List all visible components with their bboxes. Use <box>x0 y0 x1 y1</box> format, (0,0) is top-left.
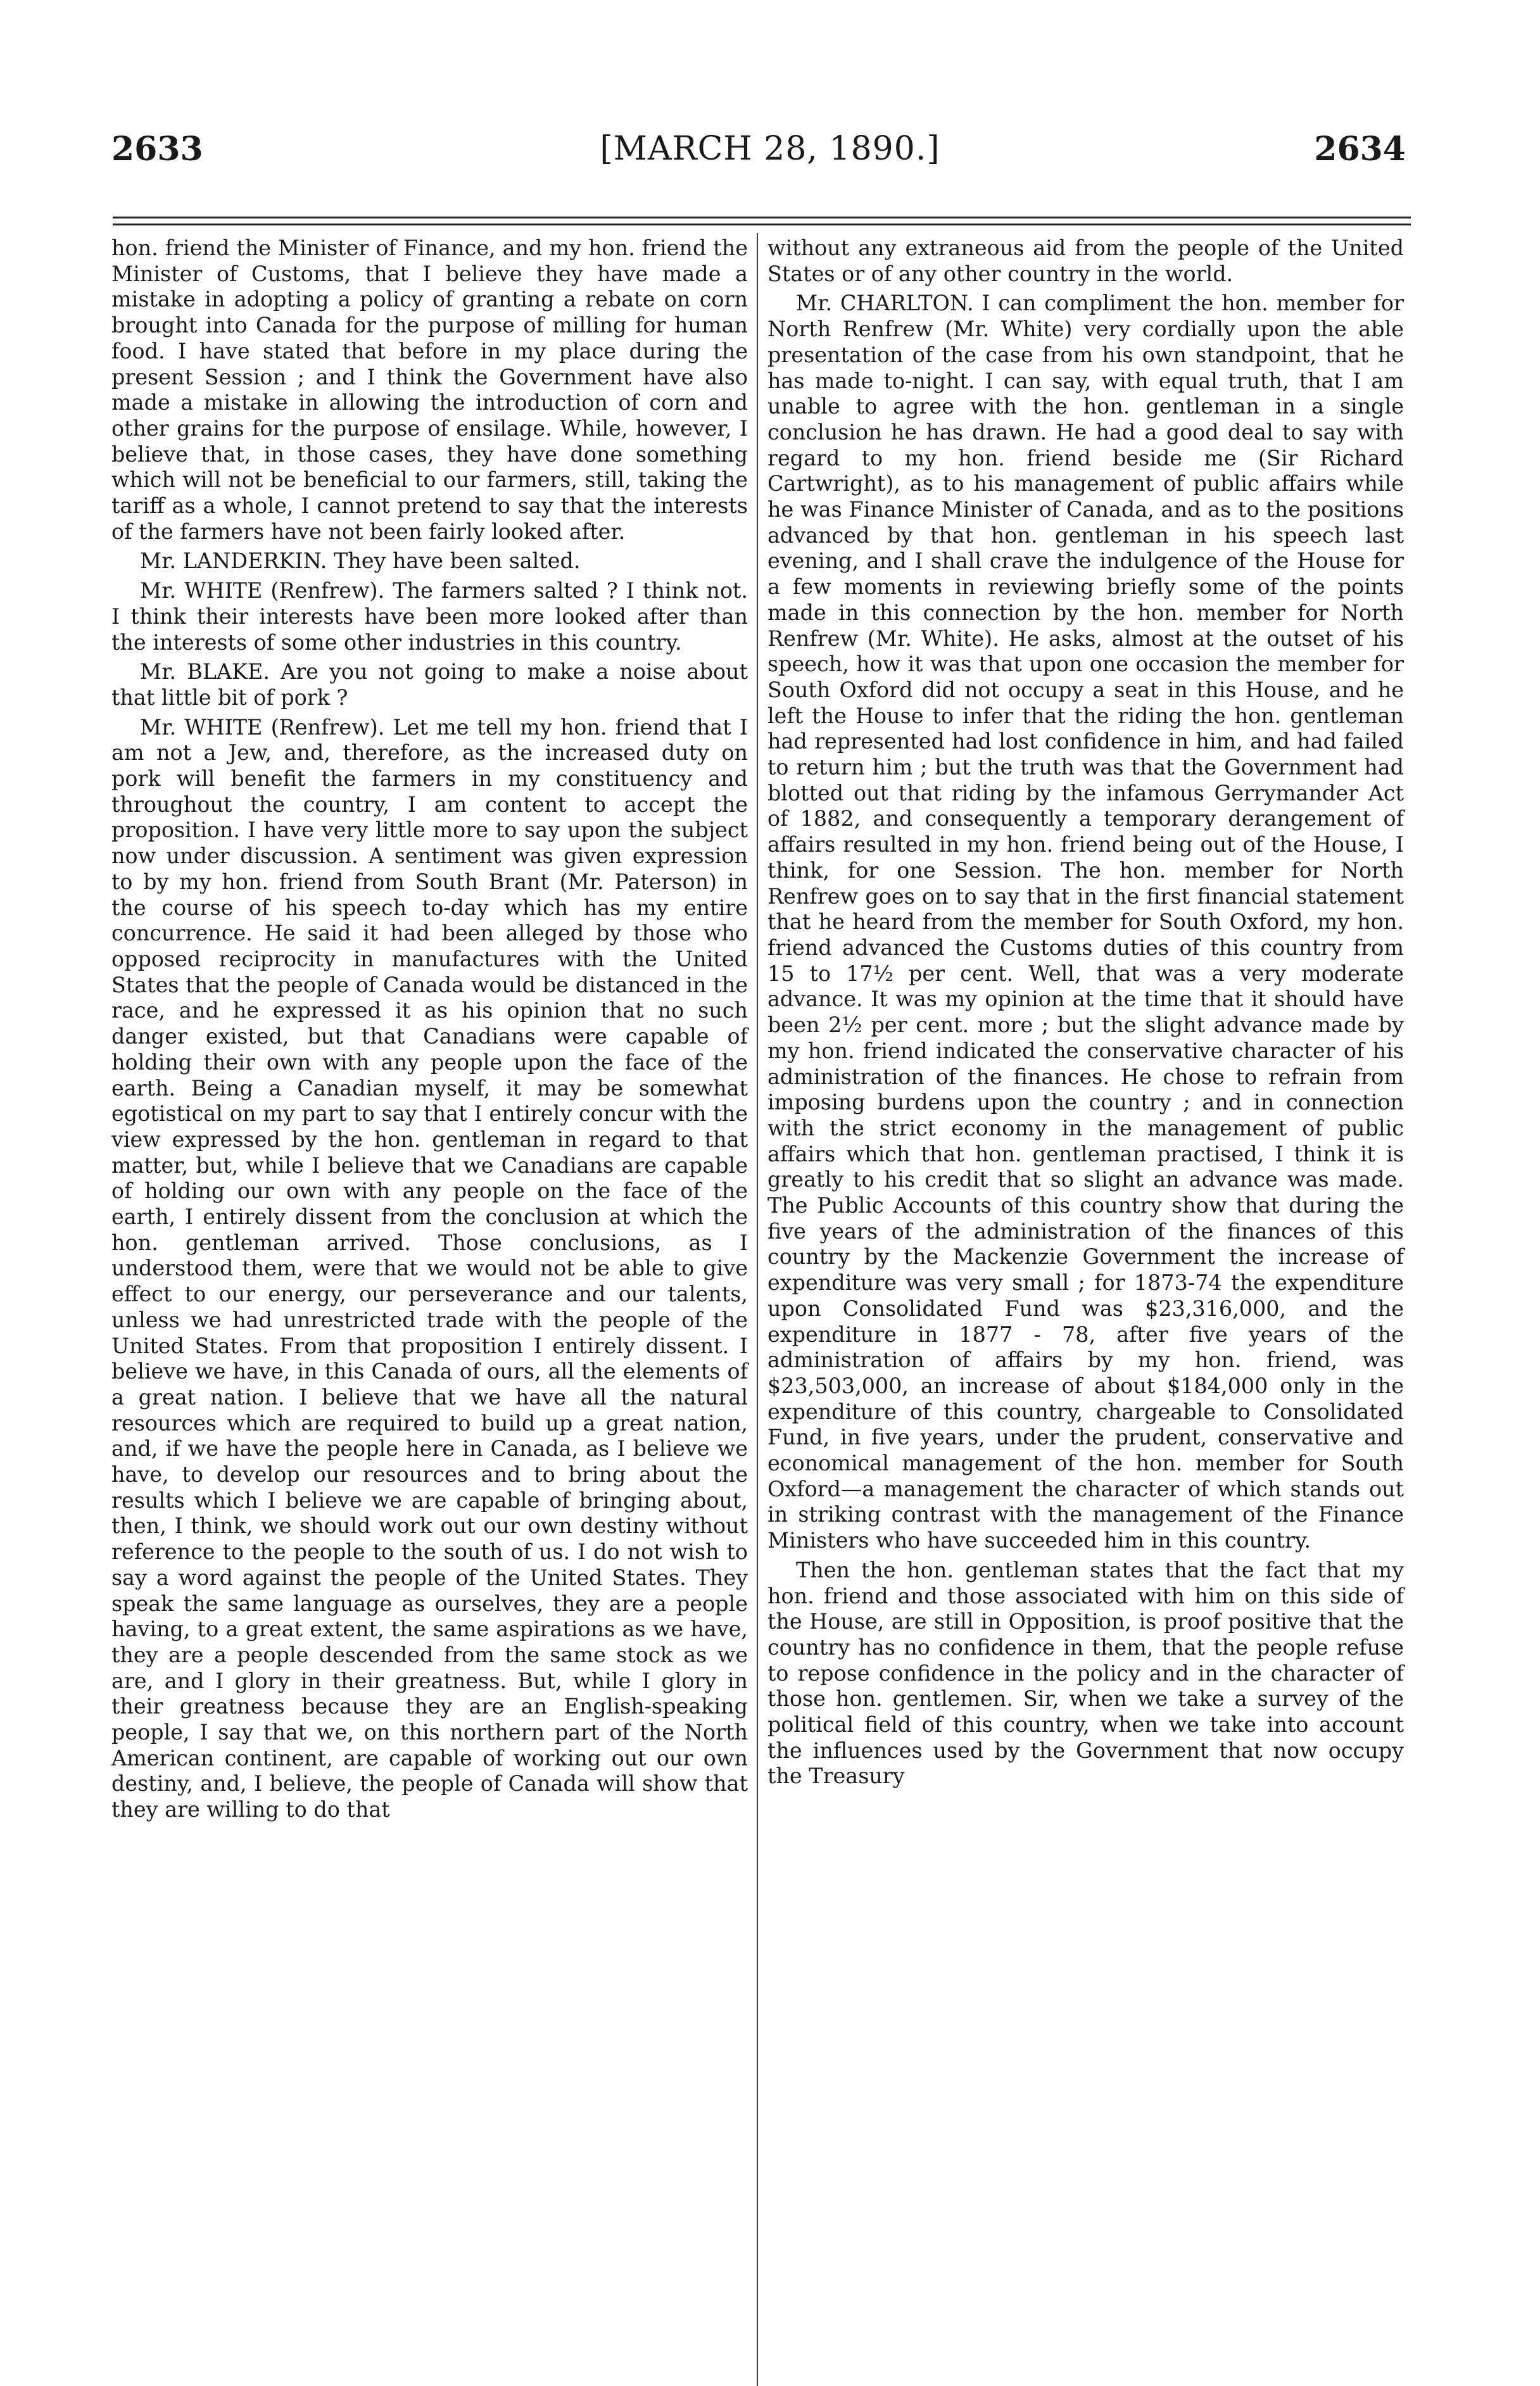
page-number-right: 2634 <box>1314 130 1406 168</box>
paragraph: Mr. BLAKE. Are you not going to make a noise about that little bit of pork ? <box>111 659 748 710</box>
left-column <box>111 236 748 1827</box>
paragraph: Mr. LANDERKIN. They have been salted. <box>140 548 581 574</box>
header-rule-top <box>113 217 1411 218</box>
column-divider <box>757 233 758 2386</box>
header-rule-bottom <box>113 224 1411 225</box>
issue-date: [MARCH 28, 1890.] <box>600 130 940 168</box>
paragraph: without any extraneous aid from the people of the United States or of any other country in the world. <box>767 236 1404 286</box>
paragraph: Mr. WHITE (Renfrew). Let me tell my hon. friend that I am not a Jew, and, therefore, as the increased duty on pork will benefit the farmers in my constituency and throughout the country, I am content to accept the proposition. I have very little more to say upon the subject now under discussion. A sentiment was given expression to by my hon. friend from South Brant (Mr. Paterson) in the course of his speech to-day which has my entire concurrence. He said it had been alleged by those who opposed reciprocity in manufactures with the United States that the people of Canada would be distanced in the race, and he expressed it as his opinion that no such danger existed, but that Canadians were capable of holding their own with any people upon the face of the earth. Being a Canadian myself, it may be somewhat egotistical on my part to say that I entirely concur with the view expressed by the hon. gentleman in regard to that matter, but, while I believe that we Canadians are capable of holding our own with any people on the face of the earth, I entirely dissent from the conclusion at which the hon. gentleman arrived. Those conclusions, as I understood them, were that we would not be able to give effect to our energy, our perseverance and our talents, unless we had unrestricted trade with the people of the United States. From that proposition I entirely dissent. I believe we have, in this Canada of ours, all the elements of a great nation. I believe that we have all the natural resources which are required to build up a great nation, and, if we have the people here in Canada, as I believe we have, to develop our resources and to bring about the results which I believe we are capable of bringing about, then, I think, we should work out our own destiny without reference to the people to the south of us. I do not wish to say a word against the people of the United States. They speak the same language as ourselves, they are a people having, to a great extent, the same aspirations as we have, they are a people descended from the same stock as we are, and I glory in their greatness. But, while I glory in their greatness because they are an English-speaking people, I say that we, on this northern part of the North American continent, are capable of working out our own destiny, and, I believe, the people of Canada will show that they are willing to do that <box>111 714 748 1822</box>
page-header <box>0 130 1540 187</box>
page-number-left: 2633 <box>111 130 203 168</box>
paragraph: hon. friend the Minister of Finance, and my hon. friend the Minister of Customs, that I believe they have made a mistake in adopting a policy of granting a rebate on corn brought into Canada for the purpose of milling for human food. I have stated that before in my place during the present Session ; and I think the Government have also made a mistake in allowing the introduction of corn and other grains for the purpose of ensilage. While, however, I believe that, in those cases, they have done something which will not be beneficial to our farmers, still, taking the tariff as a whole, I cannot pretend to say that the interests of the farmers have not been fairly looked after. <box>111 236 748 544</box>
paragraph: Then the hon. gentleman states that the fact that my hon. friend and those associated with him on this side of the House, are still in Opposition, is proof positive that the country has no confidence in them, that the people refuse to repose confidence in the policy and in the character of those hon. gentlemen. Sir, when we take a survey of the political field of this country, when we take into account the influences used by the Government that now occupy the Treasury <box>767 1557 1404 1789</box>
paragraph: Mr. CHARLTON. I can compliment the hon. member for North Renfrew (Mr. White) very cordially upon the able presentation of the case from his own standpoint, that he has made to-night. I can say, with equal truth, that I am unable to agree with the hon. gentleman in a single conclusion he has drawn. He had a good deal to say with regard to my hon. friend beside me (Sir Richard Cartwright), as to his management of public affairs while he was Finance Minister of Canada, and as to the positions advanced by that hon. gentleman in his speech last evening, and I shall crave the indulgence of the House for a few moments in reviewing briefly some of the points made in this connection by the hon. member for North Renfrew (Mr. White). He asks, almost at the outset of his speech, how it was that upon one occasion the member for South Oxford did not occupy a seat in this House, and he left the House to infer that the riding the hon. gentleman had represented had lost confidence in him, and had failed to return him ; but the truth was that the Government had blotted out that riding by the infamous Gerrymander Act of 1882, and consequently a temporary derangement of affairs resulted in my hon. friend being out of the House, I think, for one Session. The hon. member for North Renfrew goes on to say that in the first financial statement that he heard from the member for South Oxford, my hon. friend advanced the Customs duties of this country from 15 to 17½ per cent. Well, that was a very moderate advance. It was my opinion at the time that it should have been 2½ per cent. more ; but the slight advance made by my hon. friend indicated the conservative character of his administration of the finances. He chose to refrain from imposing burdens upon the country ; and in connection with the strict economy in the management of public affairs which that hon. gentleman practised, I think it is greatly to his credit that so slight an advance was made. The Public Accounts of this country show that during the five years of the administration of the finances of this country by the Mackenzie Government the increase of expenditure was very small ; for 1873-74 the expenditure upon Consolidated Fund was $23,316,000, and the expenditure in 1877 - 78, after five years of the administration of affairs by my hon. friend, was $23,503,000, an increase of about $184,000 only in the expenditure of this country, chargeable to Consolidated Fund, in five years, under the prudent, conservative and economical management of the hon. member for South Oxford—a management the character of which stands out in striking contrast with the management of the Finance Ministers who have succeeded him in this country. <box>767 291 1404 1553</box>
paragraph: Mr. WHITE (Renfrew). The farmers salted ? I think not. I think their interests have been more looked after than the interests of some other industries in this country. <box>111 578 748 655</box>
right-column <box>767 236 1404 1793</box>
